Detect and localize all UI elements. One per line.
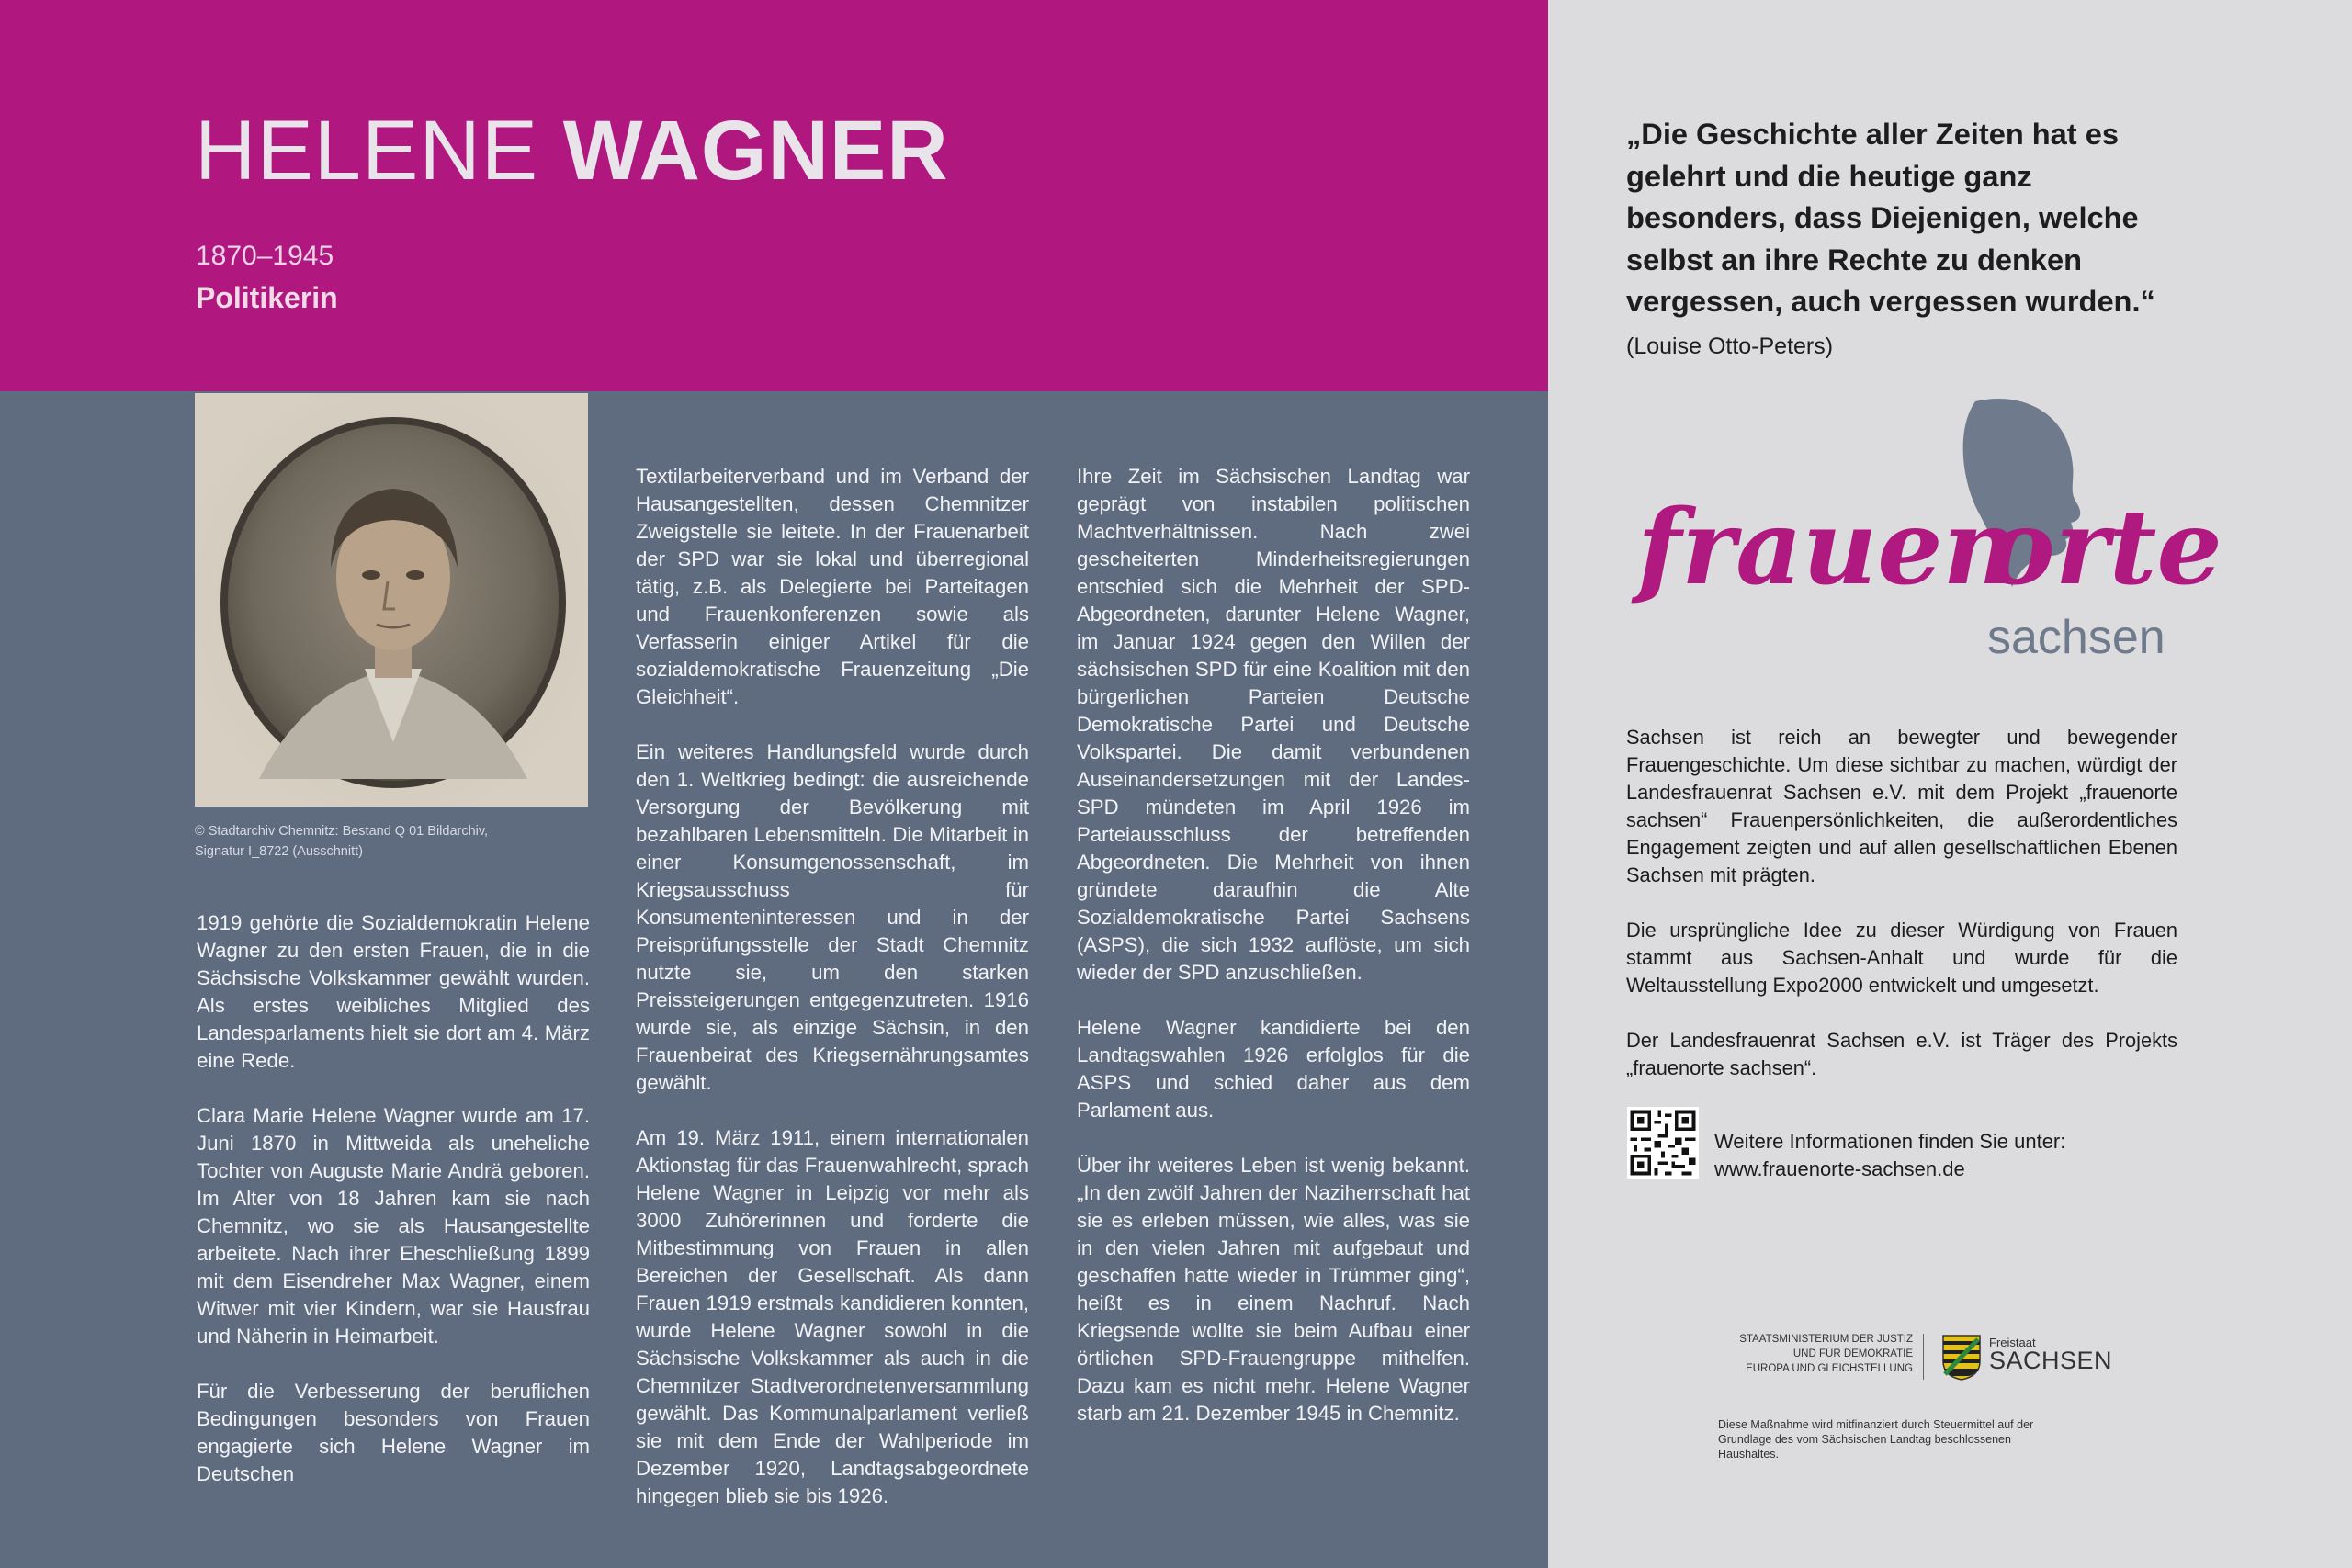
sachsen-label: SACHSEN (1989, 1347, 2113, 1374)
paragraph: Clara Marie Helene Wagner wurde am 17. Juni 1870 in Mittweida als uneheliche Tochter von Auguste Marie Andrä geboren. Im Alter von 18 Jahren kam sie nach Chemnitz, wo sie als Hausangestellte arbeitete. Nach ihrer Eheschließung 1899 mit dem Eisendreher Max Wagner, einem Witwer mit vier Kindern, war sie Hausfrau und Näherin in Heimarbeit. (197, 1104, 590, 1348)
qr-code[interactable] (1627, 1107, 1699, 1179)
info-paragraph: Sachsen ist reich an bewegter und bewegender Frauengeschichte. Um diese sichtbar zu machen, würdigt der Landesfrauenrat Sachsen e.V. mit dem Projekt „frauenorte sachsen“ Frauenpersönlichkeiten, die außerordentliches Engagement zeigten und auf allen gesellschaftlichen Ebenen Sachsen mit prägten. (1626, 726, 2177, 886)
logo-sachsen: sachsen (1987, 611, 2165, 664)
paragraph: Textilarbeiterverband und im Verband der Hausangestellten, dessen Chemnitzer Zweigstelle sie leitete. In der Frauenarbeit der SPD war sie lokal und überregional tätig, z.B. als Delegierte bei Parteitagen und Frauenkonferenzen sowie als Verfasserin einiger Artikel für die sozialdemokratische Frauenzeitung „Die Gleichheit“. (636, 465, 1029, 708)
info-paragraph: Die ursprüngliche Idee zu dieser Würdigung von Frauen stammt aus Sachsen-Anhalt und wurde für die Weltausstellung Expo2000 entwickelt und umgesetzt. (1626, 919, 2177, 997)
project-info (1626, 724, 2177, 1110)
quote-block (1626, 113, 2177, 367)
first-name: HELENE (195, 104, 539, 197)
text-column-3 (1077, 463, 1470, 1427)
life-years: 1870–1945 (196, 241, 334, 271)
ministry-line: UND FÜR DEMOKRATIE (1792, 1348, 1913, 1359)
last-name: WAGNER (562, 104, 949, 197)
logo-divider (1923, 1334, 1924, 1380)
photo-credit-line1: © Stadtarchiv Chemnitz: Bestand Q 01 Bildarchiv, (195, 824, 489, 839)
ministry-name (1689, 1332, 1913, 1376)
frauenorte-logo (1626, 390, 2222, 666)
quote-text: „Die Geschichte aller Zeiten hat es gelehrt und die heutige ganz besonders, dass Diejenigen, welche selbst an ihre Rechte zu denken vergessen, auch vergessen wurden.“ (1626, 117, 2155, 318)
paragraph: 1919 gehörte die Sozialdemokratin Helene Wagner zu den ersten Frauen, die in die Sächsische Volkskammer gewählt wurden. Als erstes weibliches Mitglied des Landesparlaments hielt sie dort am 4. März eine Rede. (197, 911, 590, 1072)
profession: Politikerin (196, 281, 338, 314)
ministry-line: EUROPA UND GLEICHSTELLUNG (1746, 1363, 1913, 1374)
text-column-2 (636, 463, 1029, 1510)
paragraph: Über ihr weiteres Leben ist wenig bekannt. „In den zwölf Jahren der Naziherrschaft hat sie es erleben müssen, wie alles, was sie in den vielen Jahren mit aufgebaut und geschaffen hatte wieder in Trümmer ging“, heißt es in einem Nachruf. Nach Kriegsende wollte sie beim Aufbau einer örtlichen SPD-Frauengruppe mithelfen. Dazu kam es nicht mehr. Helene Wagner starb am 21. Dezember 1945 in Chemnitz. (1077, 1154, 1470, 1425)
page-title (195, 104, 949, 197)
paragraph: Für die Verbesserung der beruflichen Bedingungen besonders von Frauen engagierte sich Helene Wagner im Deutschen (197, 1380, 590, 1485)
more-info (1714, 1128, 2065, 1183)
photo-credit-line2: Signatur I_8722 (Ausschnitt) (195, 844, 363, 859)
paragraph: Ein weiteres Handlungsfeld wurde durch den 1. Weltkrieg bedingt: die ausreichende Versorgung der Bevölkerung mit bezahlbaren Lebensmitteln. Die Mitarbeit in einer Konsumgenossenschaft, im Kriegsausschuss für Konsumenteninteressen und in der Preisprüfungsstelle der Stadt Chemnitz nutzte sie, um den starken Preissteigerungen entgegenzutreten. 1916 wurde sie, als einzige Sächsin, in den Frauenbeirat des Kriegsernährungsamtes gewählt. (636, 740, 1029, 1094)
ministry-line: STAATSMINISTERIUM DER JUSTIZ (1739, 1334, 1913, 1345)
text-column-1 (197, 909, 590, 1488)
paragraph: Ihre Zeit im Sächsischen Landtag war geprägt von instabilen politischen Machtverhältnissen. Nach zwei gescheiterten Minderheitsregierungen entschied sich die Mehrheit der SPD-Abgeordneten, darunter Helene Wagner, im Januar 1924 gegen den Willen der sächsischen SPD für eine Koalition mit den bürgerlichen Parteien Deutsche Demokratische Partei und Deutsche Volkspartei. Die damit verbundenen Auseinandersetzungen mit der Landes-SPD mündeten im April 1926 im Parteiausschluss der betreffenden Abgeordneten. Die Mehrheit von ihnen gründete daraufhin die Alte Sozialdemokratische Partei Sachsens (ASPS), die sich 1932 auflöste, um sich wieder der SPD anzuschließen. (1077, 465, 1470, 984)
quote-author: (Louise Otto-Peters) (1626, 333, 1834, 359)
saxony-crest-icon (1941, 1334, 1982, 1382)
photo-credit (195, 821, 599, 862)
paragraph: Am 19. März 1911, einem internationalen Aktionstag für das Frauenwahlrecht, sprach Helene Wagner in Leipzig vor mehr als 3000 Zuhörerinnen und forderte die Mitbestimmung von Frauen in allen Bereichen der Gesellschaft. Als dann Frauen 1919 erstmals kandidieren konnten, wurde Helene Wagner sowohl in die Sächsische Volkskammer als auch in die Chemnitzer Stadtverordnetenversammlung gewählt. Das Kommunalparlament verließ sie mit dem Ende der Wahlperiode im Dezember 1920, Landtagsabgeordnete hingegen blieb sie bis 1926. (636, 1126, 1029, 1507)
paragraph: Helene Wagner kandidierte bei den Landtagswahlen 1926 erfolglos für die ASPS und schied daher aus dem Parlament aus. (1077, 1016, 1470, 1122)
header-band (0, 0, 1548, 391)
funding-note: Diese Maßnahme wird mitfinanziert durch Steuermittel auf der Grundlage des vom Sächsischen Landtag beschlossenen Haushaltes. (1718, 1418, 2034, 1461)
freistaat-label: Freistaat (1989, 1336, 2036, 1349)
info-paragraph: Der Landesfrauenrat Sachsen e.V. ist Träger des Projekts „frauenorte sachsen“. (1626, 1029, 2177, 1079)
portrait-photo (195, 393, 588, 807)
logo-orte: orte (1986, 488, 2222, 608)
website-link[interactable]: www.frauenorte-sachsen.de (1714, 1157, 1965, 1180)
logo-frauen: frauen (1637, 488, 2018, 608)
more-info-label: Weitere Informationen finden Sie unter: (1714, 1130, 2066, 1153)
